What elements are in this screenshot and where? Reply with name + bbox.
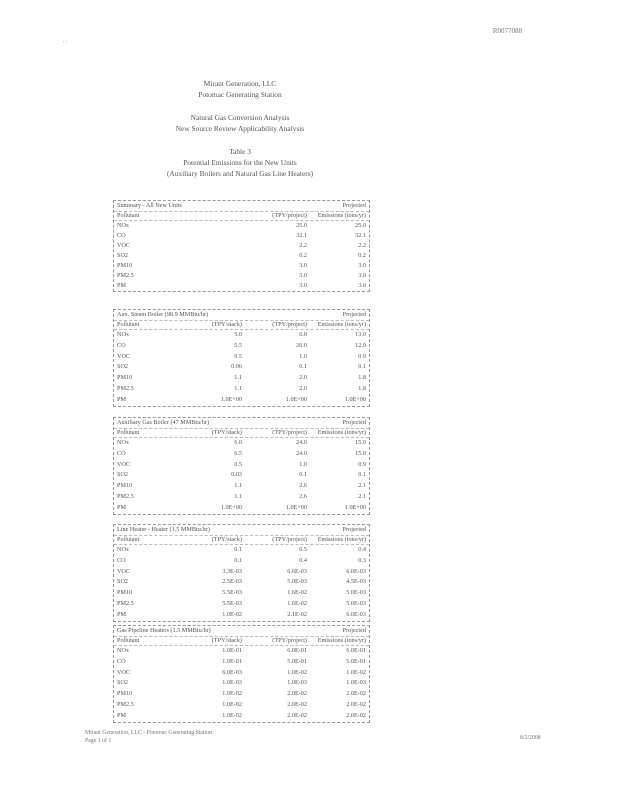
table-cell: 2.2 [299,242,307,249]
table-cell: 1.0E+00 [285,395,307,403]
table-cell: 1.0 [299,352,307,360]
table-cell: 1.0E-03 [222,679,242,687]
table-cell [177,221,242,231]
emissions-table-2 [113,309,370,407]
table-cell: 1.0E-02 [346,668,366,676]
table-cell: SO2 [117,252,129,259]
table-cell: 0.1 [234,546,242,553]
table-cell: 1.0E-02 [222,610,242,618]
table-row [114,646,369,657]
table-cell: 1.0E-02 [287,668,307,676]
table-header-row [114,320,369,330]
table-cell: 6.0E-03 [222,668,242,676]
table-cell [177,241,242,251]
table-cell: PM2.5 [117,384,134,392]
table-cell: CO [117,232,126,239]
table-title: Summary - All New Units [117,202,182,209]
table-cell: NOx [117,222,130,229]
table-cell: 0.1 [299,363,307,371]
table-row [114,449,369,460]
table-row [114,545,369,556]
table-cell: 2.0E-02 [346,711,366,719]
table-cell: CO [117,556,126,564]
column-header: Pollutant [117,429,140,436]
footer-company: Mirant Generation, LLC - Potomac Generating Station [85,730,213,736]
table-cell: 5.0E-03 [287,578,307,586]
table-cell: VOC [117,352,131,360]
table-cell: 6.5 [234,449,242,457]
table-row [114,395,369,406]
column-header: (TPY/project) [272,321,307,328]
table-cell: 1.0E+00 [220,395,242,403]
table-cell: 1.8 [358,384,366,392]
table-cell: 1.0E-01 [222,657,242,665]
table-cell: 32.1 [296,232,307,239]
table-cell: 6.0 [234,439,242,446]
table-cell: 0.9 [358,352,366,360]
table-title: Line Heater - Heater (1.5 MMBtu/hr) [117,526,210,533]
table-cell: VOC [117,567,131,575]
table-cell: 2.1 [358,492,366,500]
table-cell: 5.0E-03 [346,589,366,597]
table-cell: 3.0 [358,262,366,269]
table-title-row [114,418,369,428]
table-cell: PM2.5 [117,272,134,279]
table-cell: 0.5 [234,460,242,468]
table-row [114,503,369,514]
table-cell: 12.9 [355,341,366,349]
table-row [114,261,369,271]
table-header-row [114,636,369,646]
table-cell: 13.0 [355,331,366,338]
table-row [114,373,369,384]
column-header: Pollutant [117,212,140,219]
table-row [114,610,369,621]
table-cell [177,271,242,281]
column-header: Pollutant [117,536,140,543]
table-cell: 25.0 [355,222,366,229]
table-cell: 3.3E-03 [222,567,242,575]
analysis-title: Natural Gas Conversion Analysis [190,113,290,122]
column-header: Emissions (tons/yr) [317,536,366,543]
table-cell: 6.6E-03 [287,567,307,575]
table-cell: 1.1 [234,482,242,490]
table-row [114,577,369,588]
table-row [114,221,369,231]
table-label: Table 3 [229,147,251,156]
table-cell: 0.06 [231,363,242,371]
table-cell: 1.0 [299,460,307,468]
table-cell: PM2.5 [117,492,134,500]
document-header [0,78,480,179]
table-cell: 6.0 [299,331,307,338]
table-cell: NOx [117,546,130,553]
table-row [114,231,369,241]
table-cell: 6.0E-03 [346,610,366,618]
footer-left [85,729,212,745]
table-cell: PM10 [117,482,133,490]
table-cell: 5.0E-03 [346,599,366,607]
table-cell: 0.2 [299,252,307,259]
table-row [114,470,369,481]
table-row [114,556,369,567]
table-cell: 3.0 [299,272,307,279]
table-cell: 15.0 [355,439,366,446]
table-cell: 3.0 [358,272,366,279]
column-header [177,212,242,220]
table-cell: 2.1 [358,482,366,490]
table-cell: PM2.5 [117,599,134,607]
table-cell: 20.0 [296,341,307,349]
table-header-row [114,211,369,221]
table-row [114,384,369,395]
table-cell: 1.1 [234,384,242,392]
table-cell: 0.03 [231,471,242,479]
table-cell: 0.5 [234,352,242,360]
table-cell: 0.2 [358,252,366,259]
table-row [114,599,369,610]
emissions-table-5 [113,625,370,723]
table-subtitle: (Auxiliary Boilers and Natural Gas Line Heaters) [166,169,314,178]
table-cell: 32.1 [355,232,366,239]
table-cell: 5.0E-01 [346,657,366,665]
table-cell: 1.0E-01 [222,647,242,654]
table-header-row [114,428,369,438]
table-cell: 1.1 [234,492,242,500]
station-name: Potomac Generating Station [198,90,282,99]
table-row [114,352,369,363]
table-projected-label: Projected [342,202,366,209]
footer-date: 8/2/2008 [520,735,541,741]
table-cell: 0.9 [358,460,366,468]
applicability-title: New Source Review Applicability Analysis [175,124,305,133]
table-title-row [114,201,369,211]
table-cell: 1.0E+00 [220,503,242,511]
column-header: Pollutant [117,637,140,644]
table-cell: NOx [117,439,130,446]
table-cell: CO [117,657,126,665]
table-row [114,711,369,722]
table-row [114,678,369,689]
table-cell: 2.2 [358,242,366,249]
table-cell: 2.0E-02 [287,690,307,698]
table-cell: 2.0 [299,384,307,392]
table-cell: 5.0 [234,331,242,338]
table-cell: SO2 [117,363,129,371]
table-title-row [114,525,369,535]
table-row [114,438,369,449]
table-cell: PM2.5 [117,700,134,708]
table-cell: SO2 [117,578,129,586]
column-header: (TPY/stack) [211,536,242,543]
scan-mark: ' ' [63,41,67,47]
table-projected-label: Projected [342,419,366,426]
table-cell: 3.0 [299,262,307,269]
table-cell: 6.0E-03 [346,567,366,575]
table-cell: 25.0 [296,222,307,229]
table-title-row [114,626,369,636]
table-cell: 1.1 [234,374,242,382]
table-cell: 2.6 [299,492,307,500]
table-cell: 24.0 [296,449,307,457]
table-cell: CO [117,341,126,349]
page-id: R0077088 [492,27,522,35]
column-header: Emissions (tons/yr) [317,212,366,219]
table-cell: NOx [117,647,130,654]
table-cell: 1.0E+00 [344,503,366,511]
table-cell: 0.1 [358,471,366,479]
column-header: (TPY/project) [272,212,307,219]
table-cell: CO [117,449,126,457]
table-row [114,668,369,679]
table-cell: NOx [117,331,130,338]
emissions-table-4 [113,524,370,622]
column-header: (TPY/stack) [211,429,242,436]
column-header: Emissions (tons/yr) [317,637,366,644]
table-projected-label: Projected [342,627,366,634]
table-cell: 15.0 [355,449,366,457]
table-cell: 3.0 [299,282,307,289]
table-cell [177,281,242,291]
table-cell: 6.0E-01 [346,647,366,654]
table-cell: 1.0E-02 [222,700,242,708]
table-row [114,567,369,578]
table-row [114,657,369,668]
table-cell: 5.5 [234,341,242,349]
table-row [114,281,369,291]
table-cell: PM [117,711,126,719]
table-cell: PM [117,282,126,289]
table-cell: PM [117,503,126,511]
table-cell: 5.5E-03 [222,589,242,597]
table-cell: 2.0 [299,374,307,382]
table-cell: 1.8 [358,374,366,382]
table-cell: PM10 [117,589,133,597]
table-row [114,362,369,373]
table-cell: 0.4 [299,556,307,564]
table-projected-label: Projected [342,526,366,533]
column-header: Emissions (tons/yr) [317,429,366,436]
table-title: Gas Pipeline Heaters (1.5 MMBtu/hr) [117,627,211,634]
emissions-table-3 [113,417,370,515]
table-cell: PM10 [117,374,133,382]
table-cell: 1.6E-02 [287,599,307,607]
footer-page: Page 1 of 1 [85,738,112,744]
table-row [114,689,369,700]
table-cell: 2.0E-02 [287,711,307,719]
table-title: Auxiliary Gas Boiler (47 MMBtu/hr) [117,419,210,426]
table-cell: 6.0E-01 [287,647,307,654]
table-row [114,460,369,471]
table-cell: 2.0E-02 [346,690,366,698]
column-header: (TPY/project) [272,429,307,436]
table-cell: PM10 [117,690,133,698]
table-cell: 0.5 [299,546,307,553]
table-cell: 1.0E-02 [222,690,242,698]
table-row [114,481,369,492]
table-cell: SO2 [117,679,129,687]
table-row [114,251,369,261]
table-cell: VOC [117,242,131,249]
table-cell: 2.6 [299,482,307,490]
table-cell: 1.0E-02 [222,711,242,719]
table-cell: 24.0 [296,439,307,446]
table-cell: 1.0E-03 [287,679,307,687]
table-row [114,241,369,251]
table-cell: 0.3 [358,556,366,564]
table-title: Potential Emissions for the New Units [183,158,297,167]
table-cell: 3.0 [358,282,366,289]
table-cell: 0.1 [299,471,307,479]
column-header: (TPY/stack) [211,321,242,328]
table-cell: 5.5E-03 [222,599,242,607]
table-row [114,330,369,341]
column-header: Emissions (tons/yr) [317,321,366,328]
table-cell: 2.0E-02 [346,700,366,708]
column-header: (TPY/project) [272,637,307,644]
table-row [114,700,369,711]
table-cell: 2.0E-02 [287,700,307,708]
table-cell: VOC [117,668,131,676]
table-cell: 2.5E-03 [222,578,242,586]
table-cell: 0.1 [234,556,242,564]
column-header: (TPY/project) [272,536,307,543]
table-cell: VOC [117,460,131,468]
table-cell [177,251,242,261]
table-cell: 5.0E-01 [287,657,307,665]
emissions-table-1 [113,200,370,292]
table-projected-label: Projected [342,311,366,318]
table-title-row [114,310,369,320]
table-cell: 0.1 [358,363,366,371]
table-cell: 1.0E+00 [344,395,366,403]
table-title: Aux. Steam Boiler (98.9 MMBtu/hr) [117,311,209,318]
table-row [114,271,369,281]
table-cell: PM [117,610,126,618]
table-row [114,492,369,503]
table-cell: PM10 [117,262,133,269]
table-cell: PM [117,395,126,403]
table-cell [177,261,242,271]
table-cell: SO2 [117,471,129,479]
column-header: (TPY/stack) [211,637,242,644]
table-cell [177,231,242,241]
table-cell: 1.0E+00 [285,503,307,511]
table-row [114,588,369,599]
table-cell: 1.0E-03 [346,679,366,687]
table-cell: 4.5E-03 [346,578,366,586]
table-cell: 0.4 [358,546,366,553]
company-name: Mirant Generation, LLC [203,79,277,88]
table-header-row [114,535,369,545]
table-cell: 1.6E-02 [287,589,307,597]
table-cell: 2.1E-02 [287,610,307,618]
table-row [114,341,369,352]
column-header: Pollutant [117,321,140,328]
